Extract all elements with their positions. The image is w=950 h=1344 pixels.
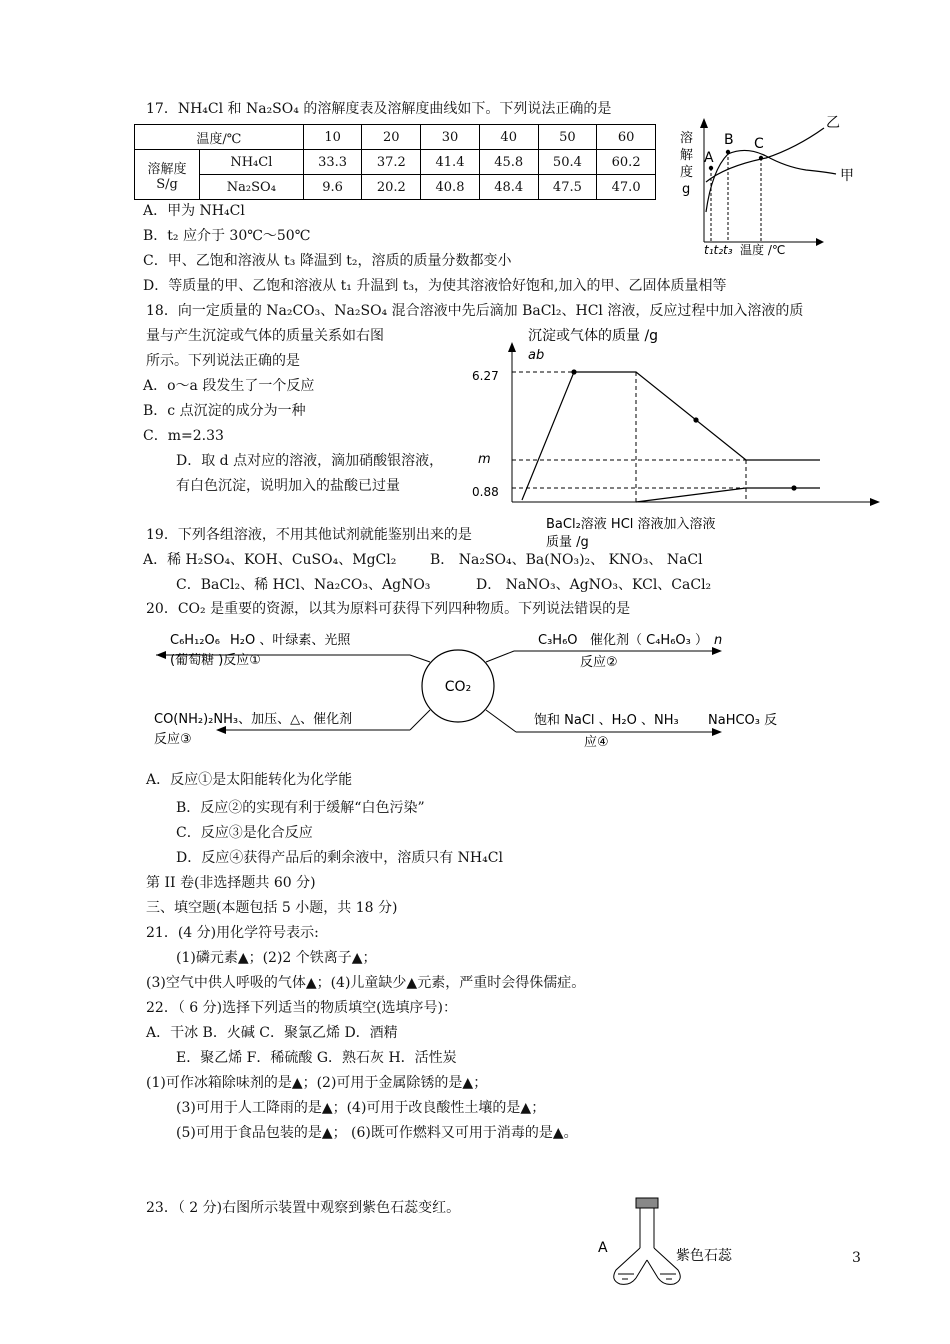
q23-stem: 23．（ 2 分)右图所示装置中观察到紫色石蕊变红。 <box>146 1200 461 1216</box>
q19-option-c: C．BaCl₂、稀 HCl、Na₂CO₃、AgNO₃ <box>176 577 431 593</box>
table-row-label <box>135 150 200 200</box>
precipitate-line <box>522 372 820 500</box>
table-cell: 47.5 <box>538 175 597 200</box>
y-label-1: 溶 <box>680 131 694 146</box>
r2-reactant: C₃H₆O <box>538 633 578 648</box>
m-label: m <box>478 452 491 467</box>
y-label-4: g <box>682 182 691 197</box>
r3-name: 反应③ <box>154 732 192 747</box>
q21-line-2: (3)空气中供人呼吸的气体▲；(4)儿童缺少▲元素，严重时会得侏儒症。 <box>146 975 586 991</box>
curve-jia-label: 甲 <box>840 168 854 184</box>
q22-line-1: (1)可作冰箱除味剂的是▲；(2)可用于金属除锈的是▲； <box>146 1075 488 1091</box>
q20-option-c: C．反应③是化合反应 <box>176 825 313 841</box>
table-cell: 60.2 <box>597 150 656 175</box>
r1-condition: H₂O 、叶绿素、光照 <box>230 633 351 648</box>
q20-stem: 20．CO₂ 是重要的资源，以其为原料可获得下列四种物质。下列说法错误的是 <box>146 601 631 617</box>
q20-option-a: A．反应①是太阳能转化为化学能 <box>146 772 353 788</box>
solubility-table <box>134 124 656 200</box>
table-cell: 41.4 <box>421 150 480 175</box>
table-cell: 60 <box>597 125 656 150</box>
r4-product: NaHCO₃ 反 <box>708 713 778 728</box>
table-cell: 40.8 <box>421 175 480 200</box>
q21-line-1: (1)磷元素▲；(2)2 个铁离子▲； <box>176 950 377 966</box>
q18-option-a: A．o～a 段发生了一个反应 <box>143 378 315 394</box>
curve-jia <box>706 150 836 212</box>
page-number: 3 <box>852 1250 861 1266</box>
table-cell: 40 <box>479 125 538 150</box>
q19-option-b: B． Na₂SO₄、Ba(NO₃)₂、 KNO₃、 NaCl <box>430 552 703 568</box>
q17-option-b: B．t₂ 应介于 30℃～50℃ <box>143 228 311 244</box>
x-axis-label-1: BaCl₂溶液 HCl 溶液加入溶液 <box>546 517 716 532</box>
q18-stem-line-1: 18．向一定质量的 Na₂CO₃、Na₂SO₄ 混合溶液中先后滴加 BaCl₂、HCl 溶液，反应过程中加入溶液的质 <box>146 303 804 319</box>
q18-option-d-line-2: 有白色沉淀，说明加入的盐酸已过量 <box>176 478 400 494</box>
table-cell: 50.4 <box>538 150 597 175</box>
q18-stem-line-2: 量与产生沉淀或气体的质量关系如右图 <box>146 328 384 344</box>
table-cell: 9.6 <box>303 175 362 200</box>
table-header-label: 温度/℃ <box>135 125 304 150</box>
point-a-dot <box>571 369 576 374</box>
table-cell: 50 <box>538 125 597 150</box>
table-cell: 47.0 <box>597 175 656 200</box>
table-row <box>135 150 656 175</box>
r2-condition: 催化剂（ C₄H₆O₃ ） <box>590 633 708 648</box>
q21-stem: 21．(4 分)用化学符号表示: <box>146 925 319 941</box>
section-3-heading: 三、填空题(本题包括 5 小题，共 18 分) <box>146 900 398 916</box>
table-cell: 20 <box>362 125 421 150</box>
point-c-dot <box>693 417 698 422</box>
q17-stem: 17．NH₄Cl 和 Na₂SO₄ 的溶解度表及溶解度曲线如下。下列说法正确的是 <box>146 101 612 117</box>
r1-product: C₆H₁₂O₆ <box>170 633 220 648</box>
solubility-curve-graph <box>676 112 866 257</box>
label-litmus: 紫色石蕊 <box>676 1248 732 1264</box>
table-row <box>135 175 656 200</box>
r2-name: 反应② <box>580 655 618 670</box>
q22-line-2: (3)可用于人工降雨的是▲；(4)可用于改良酸性土壤的是▲； <box>176 1100 546 1116</box>
q17-option-c: C．甲、乙饱和溶液从 t₃ 降温到 t₂，溶质的质量分数都变小 <box>143 253 512 269</box>
q19-option-d: D． NaNO₃、AgNO₃、KCl、CaCl₂ <box>476 577 712 593</box>
q19-stem: 19．下列各组溶液，不用其他试剂就能鉴别出来的是 <box>146 527 472 543</box>
table-cell: 37.2 <box>362 150 421 175</box>
y-value-low: 0.88 <box>472 485 499 499</box>
x-axis-label: 温度 /℃ <box>740 243 786 257</box>
table-cell: 45.8 <box>479 150 538 175</box>
row-label-line-2: S/g <box>156 176 178 192</box>
point-c-label: C <box>754 136 764 152</box>
r4-name: 应④ <box>584 735 609 750</box>
q18-option-b: B．c 点沉淀的成分为一种 <box>143 403 306 419</box>
table-cell: Na₂SO₄ <box>200 175 304 200</box>
point-a-label: A <box>704 150 714 166</box>
table-cell: 48.4 <box>479 175 538 200</box>
x-axis-label-2: 质量 /g <box>546 535 589 550</box>
gas-line <box>636 488 820 502</box>
r2-n: n <box>714 633 723 648</box>
point-d-dot <box>791 485 796 490</box>
r3-line: CO(NH₂)₂NH₃、加压、△、催化剂 <box>154 712 353 727</box>
stopper-icon <box>636 1198 658 1208</box>
q18-option-c: C．m=2.33 <box>143 428 224 444</box>
q18-stem-line-3: 所示。下列说法正确的是 <box>146 353 300 369</box>
q17-option-d: D．等质量的甲、乙饱和溶液从 t₁ 升温到 t₃，为使其溶液恰好饱和,加入的甲、乙固体质量相等 <box>143 278 727 294</box>
label-a: A <box>598 1240 608 1256</box>
co2-reaction-diagram <box>150 624 790 754</box>
y-label-2: 解 <box>680 148 694 163</box>
y-tube-apparatus <box>592 1194 762 1294</box>
q22-line-3: (5)可用于食品包装的是▲； (6)既可作燃料又可用于消毒的是▲。 <box>176 1125 578 1141</box>
x-tick-labels: t₁t₂t₃ <box>704 243 733 257</box>
co2-label: CO₂ <box>444 679 472 695</box>
q20-option-b: B．反应②的实现有利于缓解“白色污染” <box>176 800 425 816</box>
q22-stem: 22．（ 6 分)选择下列适当的物质填空(选填序号)： <box>146 1000 458 1016</box>
table-cell: NH₄Cl <box>200 150 304 175</box>
part-2-heading: 第 II 卷(非选择题共 60 分) <box>146 875 316 891</box>
q22-options-2: E．聚乙烯 F．稀硫酸 G．熟石灰 H．活性炭 <box>176 1050 457 1066</box>
graph-title: 沉淀或气体的质量 /g <box>528 328 659 344</box>
r1-name: (葡萄糖 )反应① <box>170 653 261 668</box>
table-row <box>135 125 656 150</box>
graph-ab-label: ab <box>528 348 545 363</box>
r4-condition: 饱和 NaCl 、H₂O 、NH₃ <box>534 713 679 728</box>
point-b-label: B <box>724 132 734 148</box>
q17-option-a: A．甲为 NH₄Cl <box>143 203 245 219</box>
table-cell: 10 <box>303 125 362 150</box>
q19-option-a: A．稀 H₂SO₄、KOH、CuSO₄、MgCl₂ <box>143 552 397 568</box>
q20-option-d: D．反应④获得产品后的剩余液中，溶质只有 NH₄Cl <box>176 850 503 866</box>
y-value-high: 6.27 <box>472 369 499 383</box>
curve-yi-label: 乙 <box>826 115 840 131</box>
q18-option-d-line-1: D．取 d 点对应的溶液，滴加硝酸银溶液， <box>176 453 444 469</box>
y-label-3: 度 <box>680 165 694 180</box>
precipitate-mass-graph <box>470 322 890 552</box>
table-cell: 20.2 <box>362 175 421 200</box>
table-cell: 33.3 <box>303 150 362 175</box>
q22-options-1: A．干冰 B．火碱 C．聚氯乙烯 D．酒精 <box>146 1025 398 1041</box>
table-cell: 30 <box>421 125 480 150</box>
row-label-line-1: 溶解度 <box>147 161 187 177</box>
